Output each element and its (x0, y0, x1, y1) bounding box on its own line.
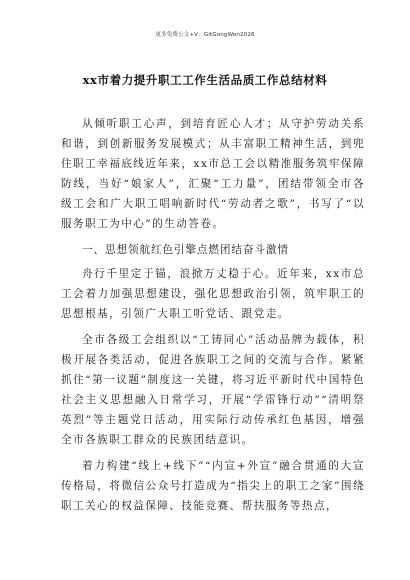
header-note: 更多免费公文+V：GitGongWen2026 (155, 32, 255, 38)
document-body (61, 114, 365, 522)
paragraph-2: 舟行千里定于锚，浪掀万丈稳于心。近年来，xx市总工会着力加强思想建设，强化思想政治引领，筑牢职工的思想根基，引领广大职工听党话、跟党走。 (61, 268, 365, 320)
paragraph-3: 全市各级工会组织以“工铸同心”活动品牌为载体，积极开展各类活动，促进各族职工之间的交流与合作。紧紧抓住“第一议题”制度这一关键，将习近平新时代中国特色社会主义思想融入日常学习，开展“学雷锋行动”“清明祭英烈”等主题党日活动，用实际行动传承红色基因，增强全市各族职工群众的民族团结意识。 (61, 334, 365, 446)
paragraph-intro: 从倾听职工心声，到培育匠心人才；从守护劳动关系和谐，到创新服务发展模式；从丰富职工精神生活，到兜住职工幸福底线近年来，xx市总工会以精准服务筑牢保障防线，当好“娘家人”，汇聚“工力量”，团结带领全市各级工会和广大职工唱响新时代“劳动者之歌”，书写了“以服务职工为中心”的生动答卷。 (61, 118, 365, 230)
document-title: xx市着力提升职工工作生活品质工作总结材料 (82, 73, 328, 87)
paragraph-4: 着力构建“线上+线下”“内宣+外宣”融合贯通的大宣传格局，将微信公众号打造成为“指尖上的职工之家”围绕职工关心的权益保障、技能竞赛、帮扶服务等热点， (61, 460, 365, 512)
section-heading-1: 一、思想领航红色引擎点燃团结奋斗激情 (82, 244, 289, 256)
